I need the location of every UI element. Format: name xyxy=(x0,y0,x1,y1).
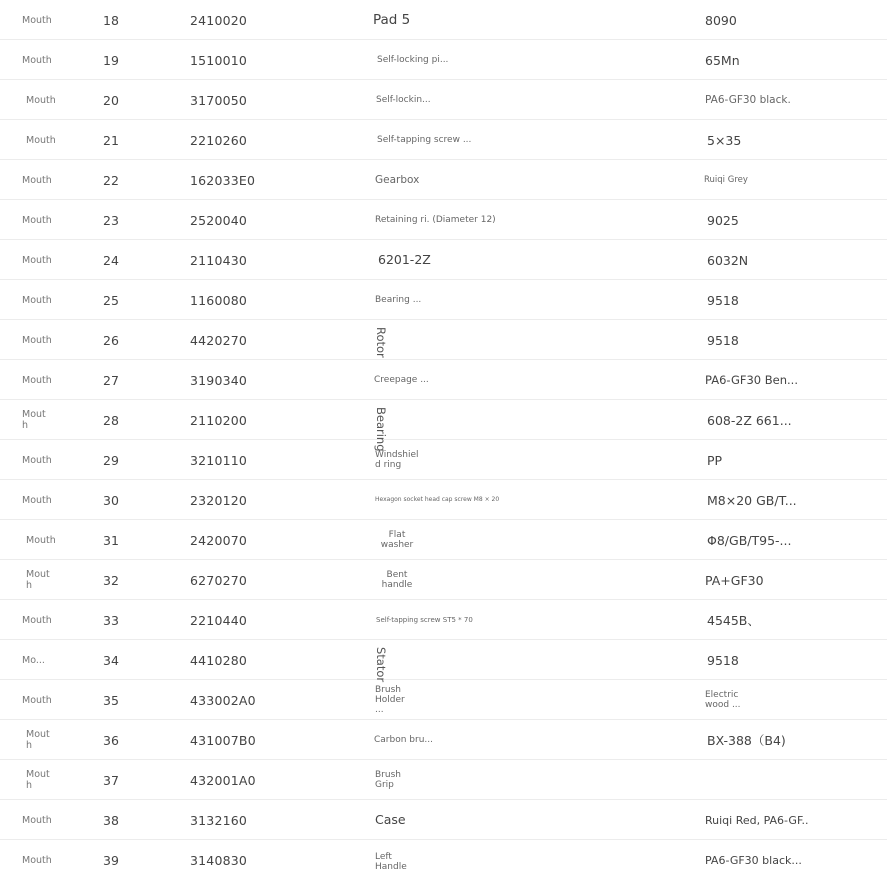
name-cell: Windshield ring xyxy=(375,450,419,470)
seq-cell: 34 xyxy=(103,652,119,668)
spec-cell: 8090 xyxy=(705,12,737,28)
table-row xyxy=(0,520,887,560)
name-cell: 6201-2Z xyxy=(378,252,431,267)
name-text: Stator xyxy=(374,647,388,683)
code-cell: 3170050 xyxy=(190,92,248,108)
type-cell: Mouth xyxy=(22,14,52,26)
spec-cell: PA6-GF30 Ben... xyxy=(705,373,798,387)
name-cell: Retaining ri. (Diameter 12) xyxy=(375,215,496,225)
type-cell: Mouth xyxy=(22,614,52,626)
seq-cell: 32 xyxy=(103,572,119,588)
seq-cell: 38 xyxy=(103,812,119,828)
table-row xyxy=(0,440,887,480)
spec-cell: PA6-GF30 black. xyxy=(705,94,791,106)
code-cell: 4410280 xyxy=(190,652,248,668)
seq-cell: 21 xyxy=(103,132,119,148)
code-cell: 3190340 xyxy=(190,372,248,388)
code-cell: 2110200 xyxy=(190,412,248,428)
code-cell: 431007B0 xyxy=(190,732,256,748)
spec-cell: 9518 xyxy=(707,332,739,348)
spec-cell: 5×35 xyxy=(707,132,742,148)
type-cell: Mouth xyxy=(22,454,52,466)
type-cell: Mouth xyxy=(22,294,52,306)
table-row xyxy=(0,360,887,400)
spec-cell: 6032N xyxy=(707,252,749,268)
type-cell: Mouth xyxy=(22,334,52,346)
code-cell: 1510010 xyxy=(190,52,248,68)
seq-cell: 28 xyxy=(103,412,119,428)
name-cell: Self-lockin... xyxy=(376,95,431,105)
name-cell: Flat washer xyxy=(380,530,414,550)
table-row xyxy=(0,560,887,600)
name-cell: Pad 5 xyxy=(373,12,411,28)
table-row xyxy=(0,40,887,80)
spec-cell: 65Mn xyxy=(705,52,740,68)
seq-cell: 37 xyxy=(103,772,119,788)
type-cell: Mouth xyxy=(22,254,52,266)
type-cell: Mouth xyxy=(22,694,52,706)
name-cell: Self-locking pi... xyxy=(377,55,449,65)
type-cell: Mouth xyxy=(26,569,50,591)
code-cell: 2420070 xyxy=(190,532,248,548)
type-cell: Mouth xyxy=(26,94,56,106)
table-row xyxy=(0,320,887,360)
seq-cell: 18 xyxy=(103,12,119,28)
spec-cell: Φ8/GB/T95-... xyxy=(707,532,792,548)
type-cell: Mouth xyxy=(22,494,52,506)
table-row xyxy=(0,680,887,720)
code-cell: 2110430 xyxy=(190,252,248,268)
spec-cell: 4545B、 xyxy=(707,613,760,628)
type-cell: Mouth xyxy=(22,814,52,826)
name-cell: Self-tapping screw ST5 * 70 xyxy=(376,616,473,624)
spec-cell: 608-2Z 661... xyxy=(707,412,792,428)
type-cell: Mouth xyxy=(22,174,52,186)
type-cell: Mouth xyxy=(22,409,46,431)
spec-cell: PA+GF30 xyxy=(705,572,764,588)
table-row xyxy=(0,200,887,240)
table-row xyxy=(0,760,887,800)
name-cell: Bent handle xyxy=(381,570,413,590)
name-cell: Bearing ... xyxy=(375,295,422,305)
table-row xyxy=(0,280,887,320)
spec-cell: 9518 xyxy=(707,292,739,308)
spec-cell: 9025 xyxy=(707,212,739,228)
type-cell: Mouth xyxy=(26,769,50,791)
spec-cell xyxy=(705,760,875,800)
seq-cell: 36 xyxy=(103,732,119,748)
name-cell: Creepage ... xyxy=(374,375,429,385)
seq-cell: 31 xyxy=(103,532,119,548)
spec-cell: PP xyxy=(707,452,723,468)
table-row xyxy=(0,840,887,880)
code-cell: 3140830 xyxy=(190,852,248,868)
table-row xyxy=(0,800,887,840)
seq-cell: 19 xyxy=(103,52,119,68)
table-row xyxy=(0,120,887,160)
code-cell: 2210260 xyxy=(190,132,248,148)
seq-cell: 26 xyxy=(103,332,119,348)
seq-cell: 27 xyxy=(103,372,119,388)
name-text: Bearing xyxy=(374,407,388,452)
spec-cell: Electric wood ... xyxy=(705,690,741,710)
seq-cell: 30 xyxy=(103,492,119,508)
name-cell: Case xyxy=(375,812,406,827)
table-row xyxy=(0,600,887,640)
name-cell: Hexagon socket head cap screw M8 × 20 xyxy=(375,496,500,503)
type-cell: Mouth xyxy=(22,854,52,866)
type-cell: Mouth xyxy=(26,534,56,546)
code-cell: 6270270 xyxy=(190,572,248,588)
type-cell: Mouth xyxy=(22,54,52,66)
code-cell: 2520040 xyxy=(190,212,248,228)
name-cell: Gearbox xyxy=(375,174,420,186)
name-cell xyxy=(374,640,388,683)
type-cell: Mouth xyxy=(26,729,50,751)
code-cell: 3210110 xyxy=(190,452,248,468)
code-cell: 2320120 xyxy=(190,492,248,508)
table-row xyxy=(0,480,887,520)
name-cell: Carbon bru... xyxy=(374,735,433,745)
name-cell: Left Handle xyxy=(375,852,407,872)
name-text: Rotor xyxy=(374,327,388,358)
type-cell: Mouth xyxy=(26,134,56,146)
type-cell: Mo... xyxy=(22,654,45,666)
spec-cell: Ruiqi Red, PA6-GF.. xyxy=(705,813,809,827)
name-cell xyxy=(374,320,387,360)
code-cell: 162033E0 xyxy=(190,172,256,188)
type-cell: Mouth xyxy=(22,214,52,226)
code-cell: 2210440 xyxy=(190,612,248,628)
table-row xyxy=(0,80,887,120)
table-row xyxy=(0,640,887,683)
name-cell: Brush Holder ... xyxy=(375,685,405,715)
table-row xyxy=(0,240,887,280)
code-cell: 4420270 xyxy=(190,332,248,348)
code-cell: 3132160 xyxy=(190,812,248,828)
type-cell: Mouth xyxy=(22,374,52,386)
spec-cell: Ruiqi Grey xyxy=(704,175,748,185)
spec-cell: 9518 xyxy=(707,652,739,668)
code-cell: 433002A0 xyxy=(190,692,256,708)
spec-cell: BX-388（B4) xyxy=(707,733,786,748)
spec-cell: M8×20 GB/T... xyxy=(707,492,797,508)
table-row xyxy=(0,0,887,40)
seq-cell: 25 xyxy=(103,292,119,308)
code-cell: 2410020 xyxy=(190,12,248,28)
table-row xyxy=(0,720,887,760)
seq-cell: 39 xyxy=(103,852,119,868)
seq-cell: 29 xyxy=(103,452,119,468)
seq-cell: 20 xyxy=(103,92,119,108)
seq-cell: 22 xyxy=(103,172,119,188)
name-cell xyxy=(374,400,388,452)
table-row xyxy=(0,160,887,200)
seq-cell: 23 xyxy=(103,212,119,228)
table-row xyxy=(0,400,887,452)
seq-cell: 33 xyxy=(103,612,119,628)
seq-cell: 35 xyxy=(103,692,119,708)
code-cell: 432001A0 xyxy=(190,772,256,788)
code-cell: 1160080 xyxy=(190,292,248,308)
name-cell: Self-tapping screw ... xyxy=(377,135,472,145)
seq-cell: 24 xyxy=(103,252,119,268)
spec-cell: PA6-GF30 black... xyxy=(705,853,802,867)
name-cell: Brush Grip xyxy=(375,770,401,790)
